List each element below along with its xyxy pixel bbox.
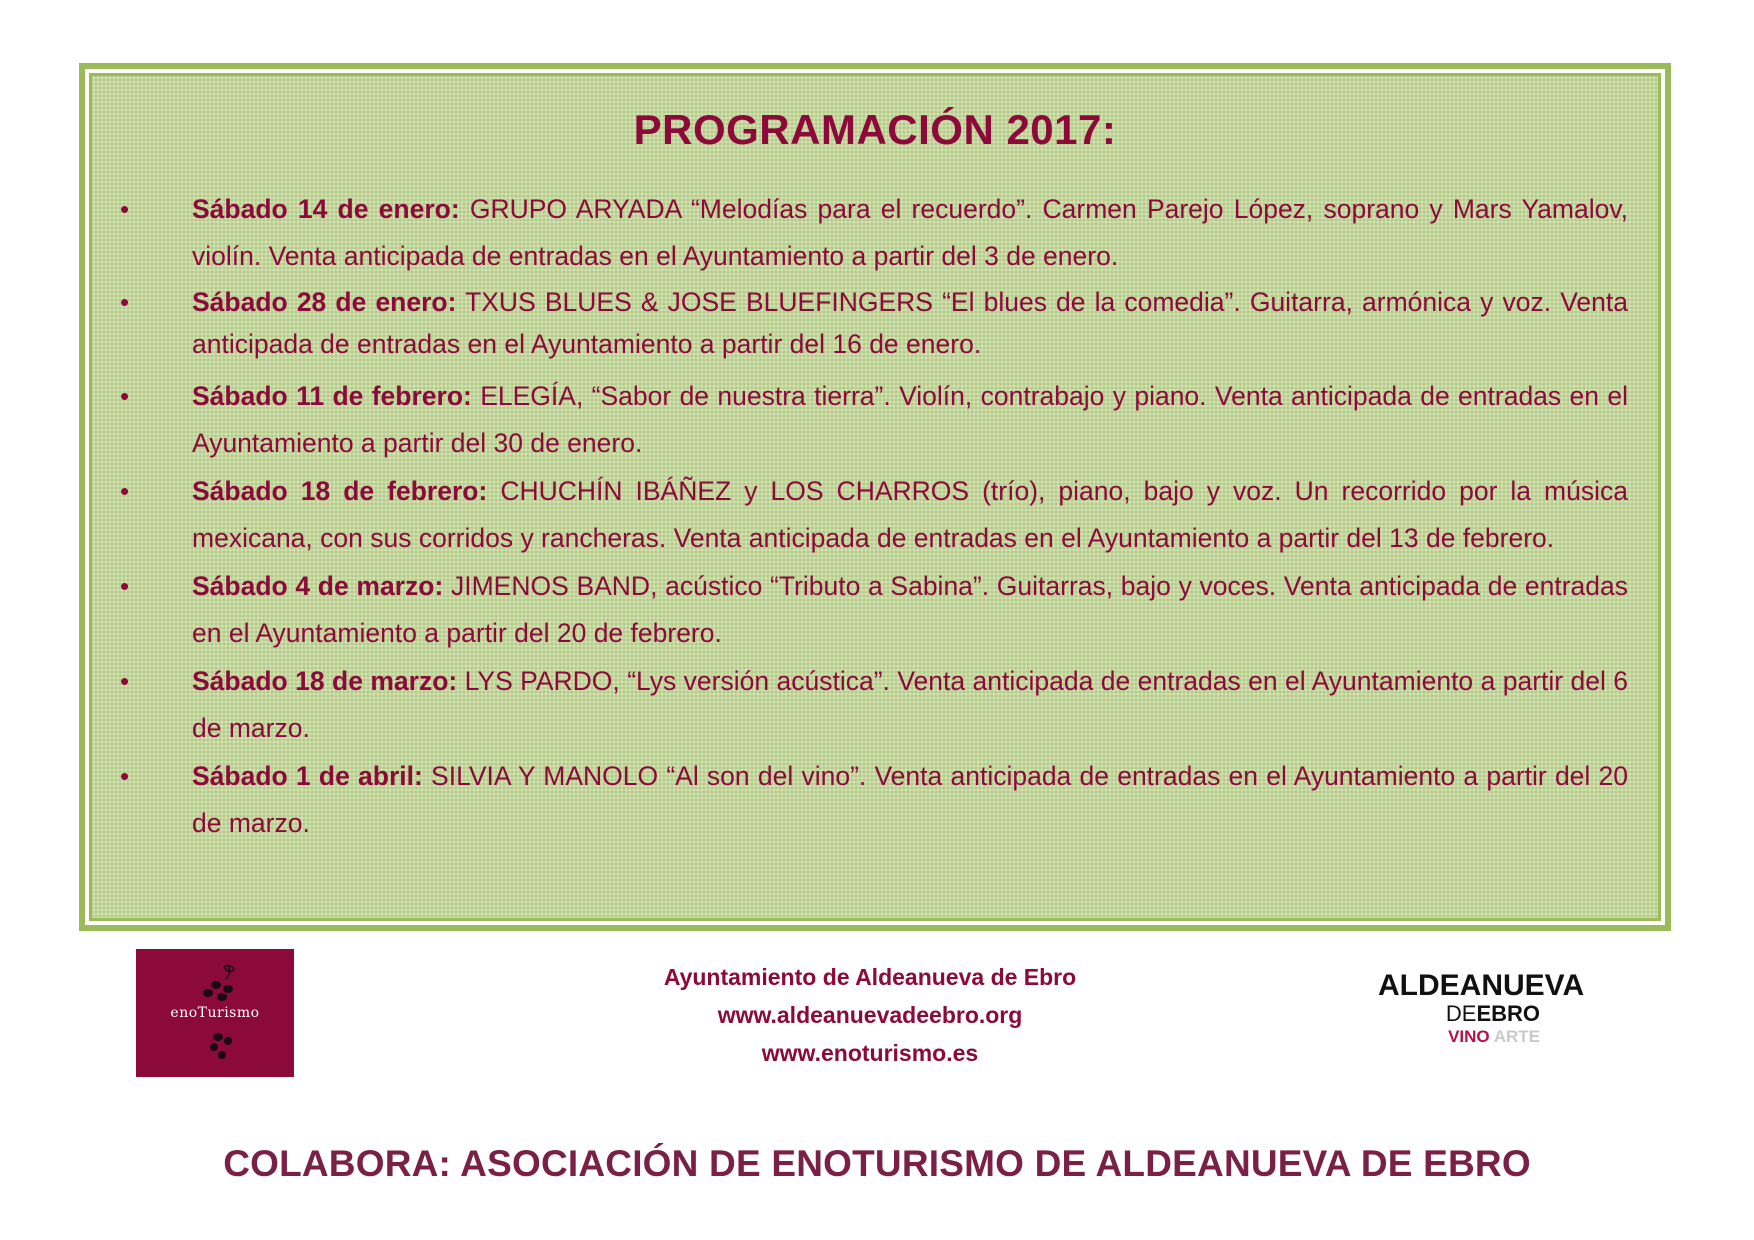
town-hall-name: Ayuntamiento de Aldeanueva de Ebro bbox=[663, 964, 1077, 990]
event-date: Sábado 28 de enero: bbox=[192, 287, 457, 317]
enoturismo-website[interactable]: www.enoturismo.es bbox=[761, 1040, 979, 1066]
bullet-icon: • bbox=[120, 381, 130, 411]
event-date: Sábado 11 de febrero: bbox=[192, 381, 472, 411]
event-item bbox=[120, 373, 1628, 467]
bullet-icon: • bbox=[120, 287, 130, 317]
event-date: Sábado 4 de marzo: bbox=[192, 571, 444, 601]
footer-collaborator: COLABORA: ASOCIACIÓN DE ENOTURISMO DE ALDEANUEVA DE EBRO bbox=[223, 1143, 1531, 1184]
event-description: SILVIA Y MANOLO “Al son del vino”. Venta anticipada de entradas en el Ayuntamiento a partir del 20 de marzo. bbox=[192, 761, 1628, 838]
event-item bbox=[120, 658, 1629, 752]
bullet-icon: • bbox=[120, 476, 130, 506]
event-date: Sábado 14 de enero: bbox=[192, 194, 460, 224]
event-description: TXUS BLUES & JOSE BLUEFINGERS “El blues de la comedia”. Guitarra, armónica y voz. Venta anticipada de entradas en el Ayuntamiento a partir del 16 de enero. bbox=[192, 287, 1628, 359]
event-date: Sábado 18 de febrero: bbox=[192, 476, 488, 506]
aldeanueva-logo bbox=[1378, 970, 1588, 1060]
event-item bbox=[120, 281, 1628, 365]
logo-arte: ARTE bbox=[1493, 1027, 1540, 1046]
logo-vino: VINO bbox=[1448, 1027, 1490, 1046]
event-list bbox=[120, 186, 1629, 848]
event-description: LYS PARDO, “Lys versión acústica”. Venta anticipada de entradas en el Ayuntamiento a partir del 6 de marzo. bbox=[192, 666, 1629, 743]
bullet-icon: • bbox=[120, 761, 130, 791]
event-item bbox=[120, 753, 1628, 847]
event-description: ELEGÍA, “Sabor de nuestra tierra”. Violín, contrabajo y piano. Venta anticipada de entradas en el Ayuntamiento a partir del 30 de enero. bbox=[192, 381, 1628, 458]
bullet-icon: • bbox=[120, 194, 130, 224]
event-date: Sábado 18 de marzo: bbox=[192, 666, 458, 696]
event-description: JIMENOS BAND, acústico “Tributo a Sabina”. Guitarras, bajo y voces. Venta anticipada de entradas en el Ayuntamiento a partir del 20 de febrero. bbox=[192, 571, 1629, 648]
aldeanueva-logo-line3 bbox=[1378, 1026, 1588, 1048]
town-hall-website[interactable]: www.aldeanuevadeebro.org bbox=[717, 1002, 1023, 1028]
bullet-icon: • bbox=[120, 666, 130, 696]
page-title: PROGRAMACIÓN 2017: bbox=[633, 106, 1117, 153]
enoturismo-brand: enoTurismo bbox=[170, 1005, 260, 1021]
event-item bbox=[120, 563, 1629, 657]
event-item bbox=[120, 468, 1628, 562]
event-description: CHUCHÍN IBÁÑEZ y LOS CHARROS (trío), piano, bajo y voz. Un recorrido por la música mexicana, con sus corridos y rancheras. Venta anticipada de entradas en el Ayuntamiento a partir del 13 de febrero. bbox=[192, 476, 1628, 553]
logo-ebro: EBRO bbox=[1476, 1001, 1540, 1026]
bullet-icon: • bbox=[120, 571, 130, 601]
program-frame bbox=[79, 63, 1671, 931]
contact-info bbox=[500, 958, 1240, 1072]
event-description: GRUPO ARYADA “Melodías para el recuerdo”. Carmen Parejo López, soprano y Mars Yamalov, violín. Venta anticipada de entradas en el Ayuntamiento a partir del 3 de enero. bbox=[192, 194, 1628, 271]
aldeanueva-logo-line2 bbox=[1378, 1002, 1588, 1026]
logo-de: DE bbox=[1445, 1001, 1477, 1026]
enoturismo-logo bbox=[136, 949, 294, 1077]
program-panel bbox=[89, 73, 1661, 921]
event-item bbox=[120, 186, 1628, 280]
aldeanueva-logo-line1: ALDEANUEVA bbox=[1378, 969, 1585, 1002]
event-date: Sábado 1 de abril: bbox=[192, 761, 423, 791]
